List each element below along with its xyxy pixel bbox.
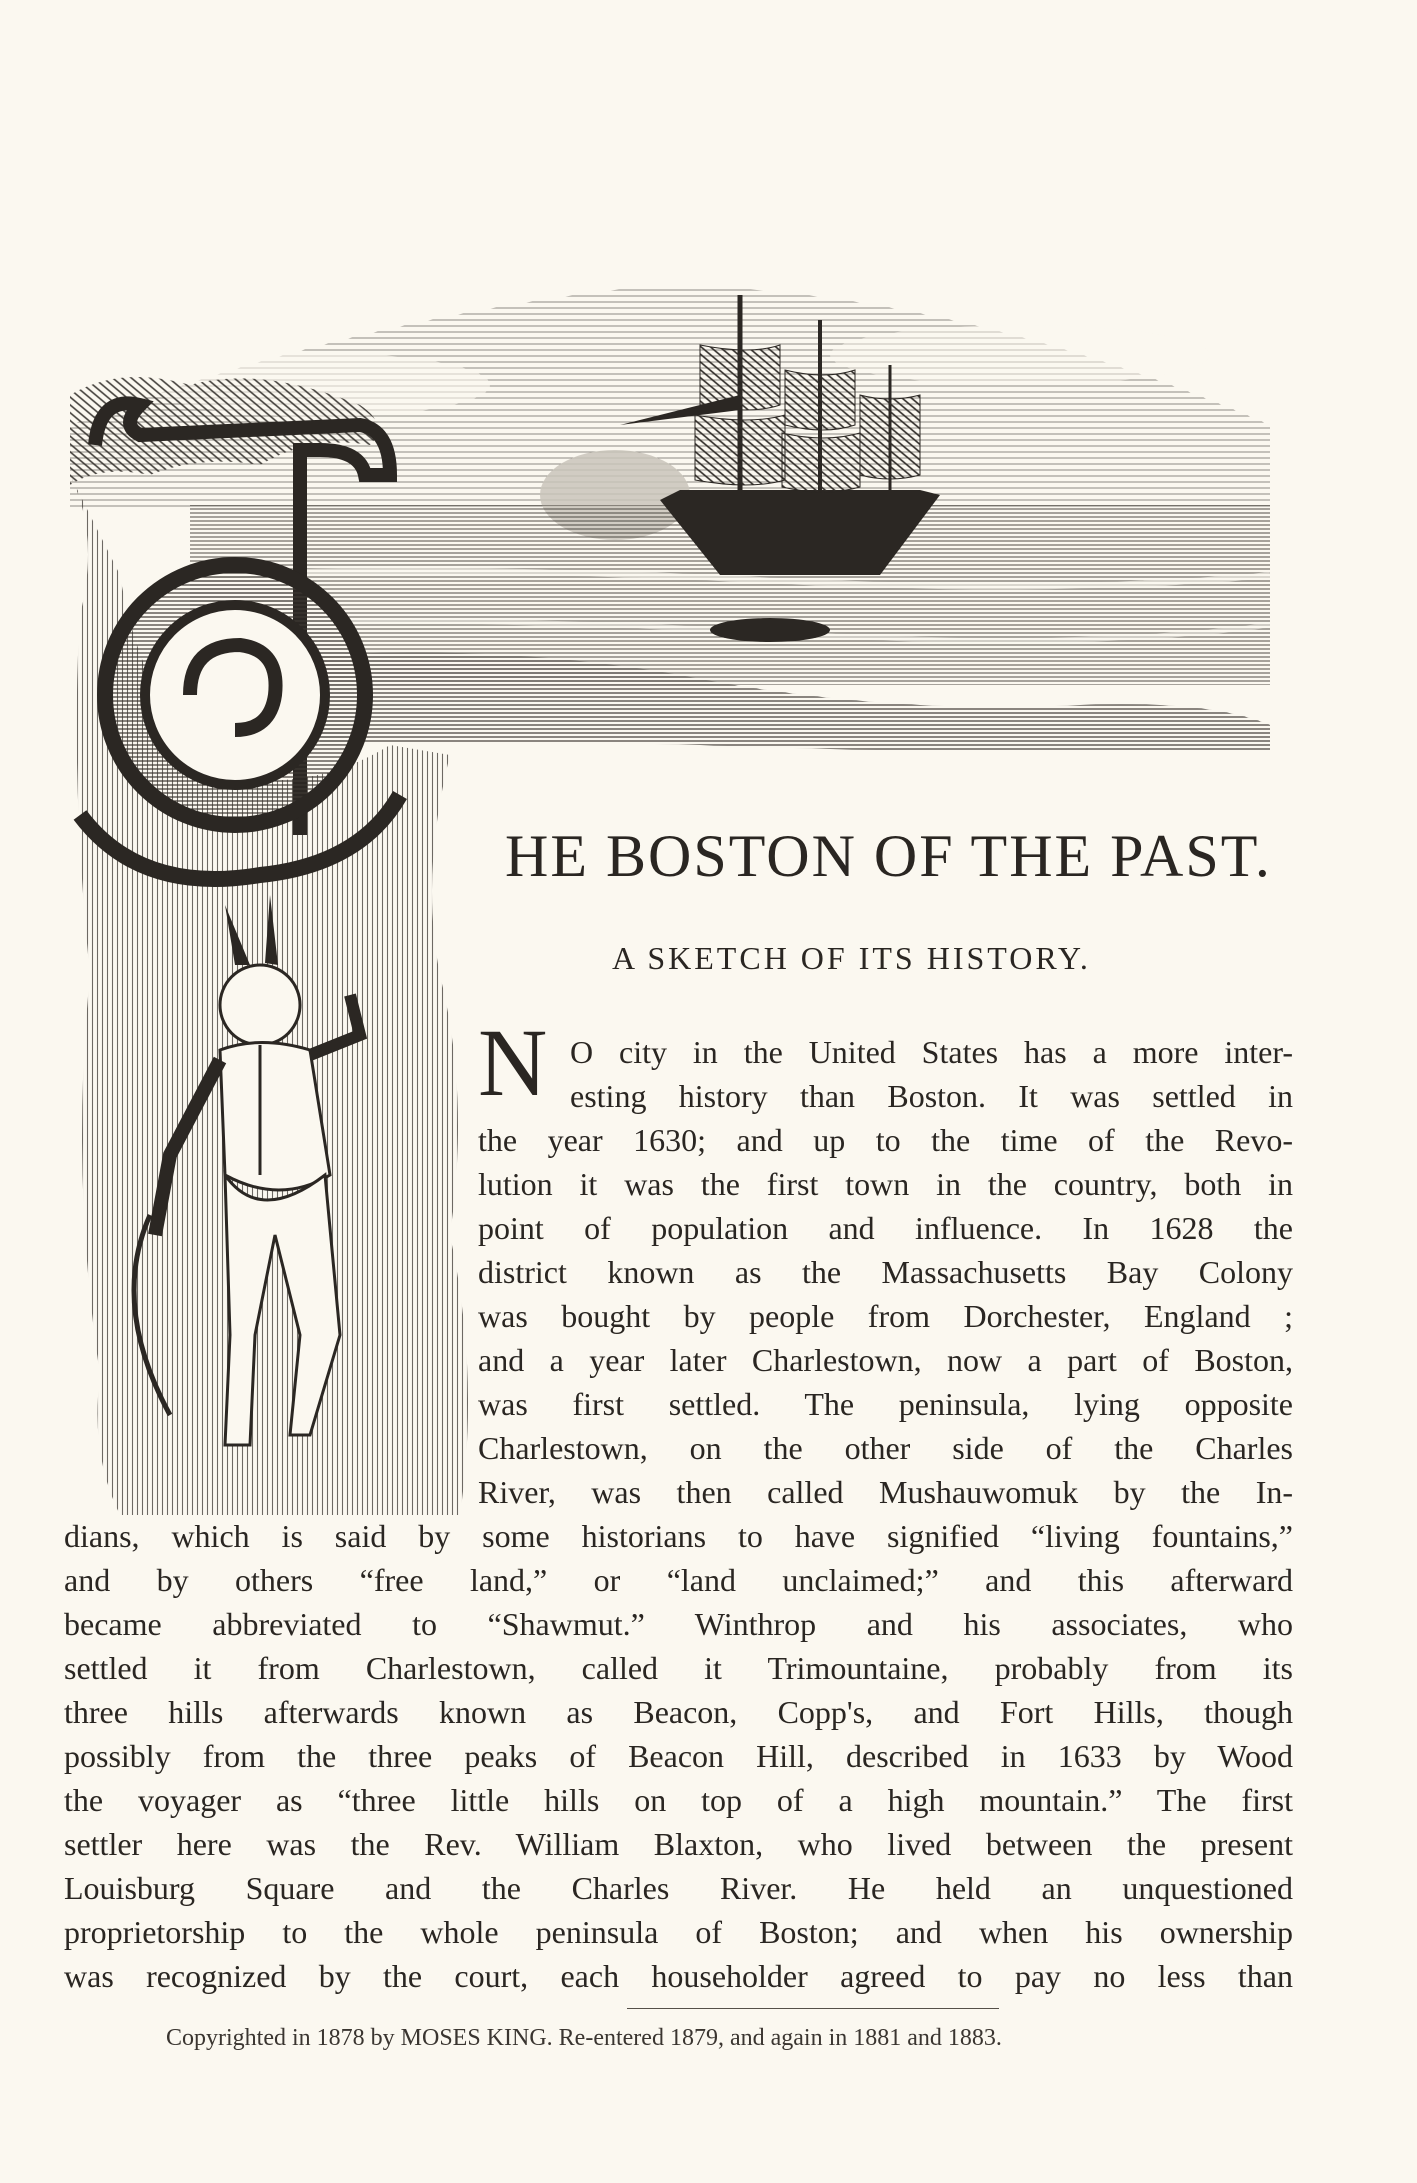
text-line: River, was then called Mushauwomuk by the In- <box>478 1474 1293 1510</box>
chapter-subtitle: A SKETCH OF ITS HISTORY. <box>612 940 1091 976</box>
text-line: was bought by people from Dorchester, England ; <box>478 1298 1293 1334</box>
text-line: three hills afterwards known as Beacon, Copp's, and Fort Hills, though <box>64 1694 1293 1730</box>
text-line: district known as the Massachusetts Bay Colony <box>478 1254 1293 1290</box>
text-line: Louisburg Square and the Charles River. He held an unquestioned <box>64 1870 1293 1906</box>
text-line: possibly from the three peaks of Beacon Hill, described in 1633 by Wood <box>64 1738 1293 1774</box>
text-line: settled it from Charlestown, called it Trimountaine, probably from its <box>64 1650 1293 1686</box>
text-line: point of population and influence. In 1628 the <box>478 1210 1293 1246</box>
drop-cap-n: N <box>478 1009 548 1116</box>
text-line: was recognized by the court, each householder agreed to pay no less than <box>64 1958 1293 1994</box>
text-line: proprietorship to the whole peninsula of Boston; and when his ownership <box>64 1914 1293 1950</box>
text-line: and a year later Charlestown, now a part of Boston, <box>478 1342 1293 1378</box>
cloud-right <box>830 325 1210 385</box>
text-line: and by others “free land,” or “land unclaimed;” and this afterward <box>64 1562 1293 1598</box>
text-line: became abbreviated to “Shawmut.” Winthrop and his associates, who <box>64 1606 1293 1642</box>
text-line: lution it was the first town in the country, both in <box>478 1166 1293 1202</box>
text-line: dians, which is said by some historians to have signified “living fountains,” <box>64 1518 1293 1554</box>
text-line: Charlestown, on the other side of the Charles <box>478 1430 1293 1466</box>
initial-t-glyph: T <box>240 758 253 780</box>
text-line: the voyager as “three little hills on top of a high mountain.” The first <box>64 1782 1293 1818</box>
text-line: O city in the United States has a more inter- <box>570 1034 1293 1070</box>
rowboat <box>710 618 830 642</box>
footer-rule <box>627 2008 999 2009</box>
text-line: esting history than Boston. It was settled in <box>570 1078 1293 1114</box>
text-line: settler here was the Rev. William Blaxton, who lived between the present <box>64 1826 1293 1862</box>
chapter-title: HE BOSTON OF THE PAST. <box>505 823 1272 889</box>
text-line: was first settled. The peninsula, lying opposite <box>478 1386 1293 1422</box>
copyright-notice: Copyrighted in 1878 by MOSES KING. Re-entered 1879, and again in 1881 and 1883. <box>166 2025 1002 2051</box>
text-line: the year 1630; and up to the time of the Revo- <box>478 1122 1293 1158</box>
